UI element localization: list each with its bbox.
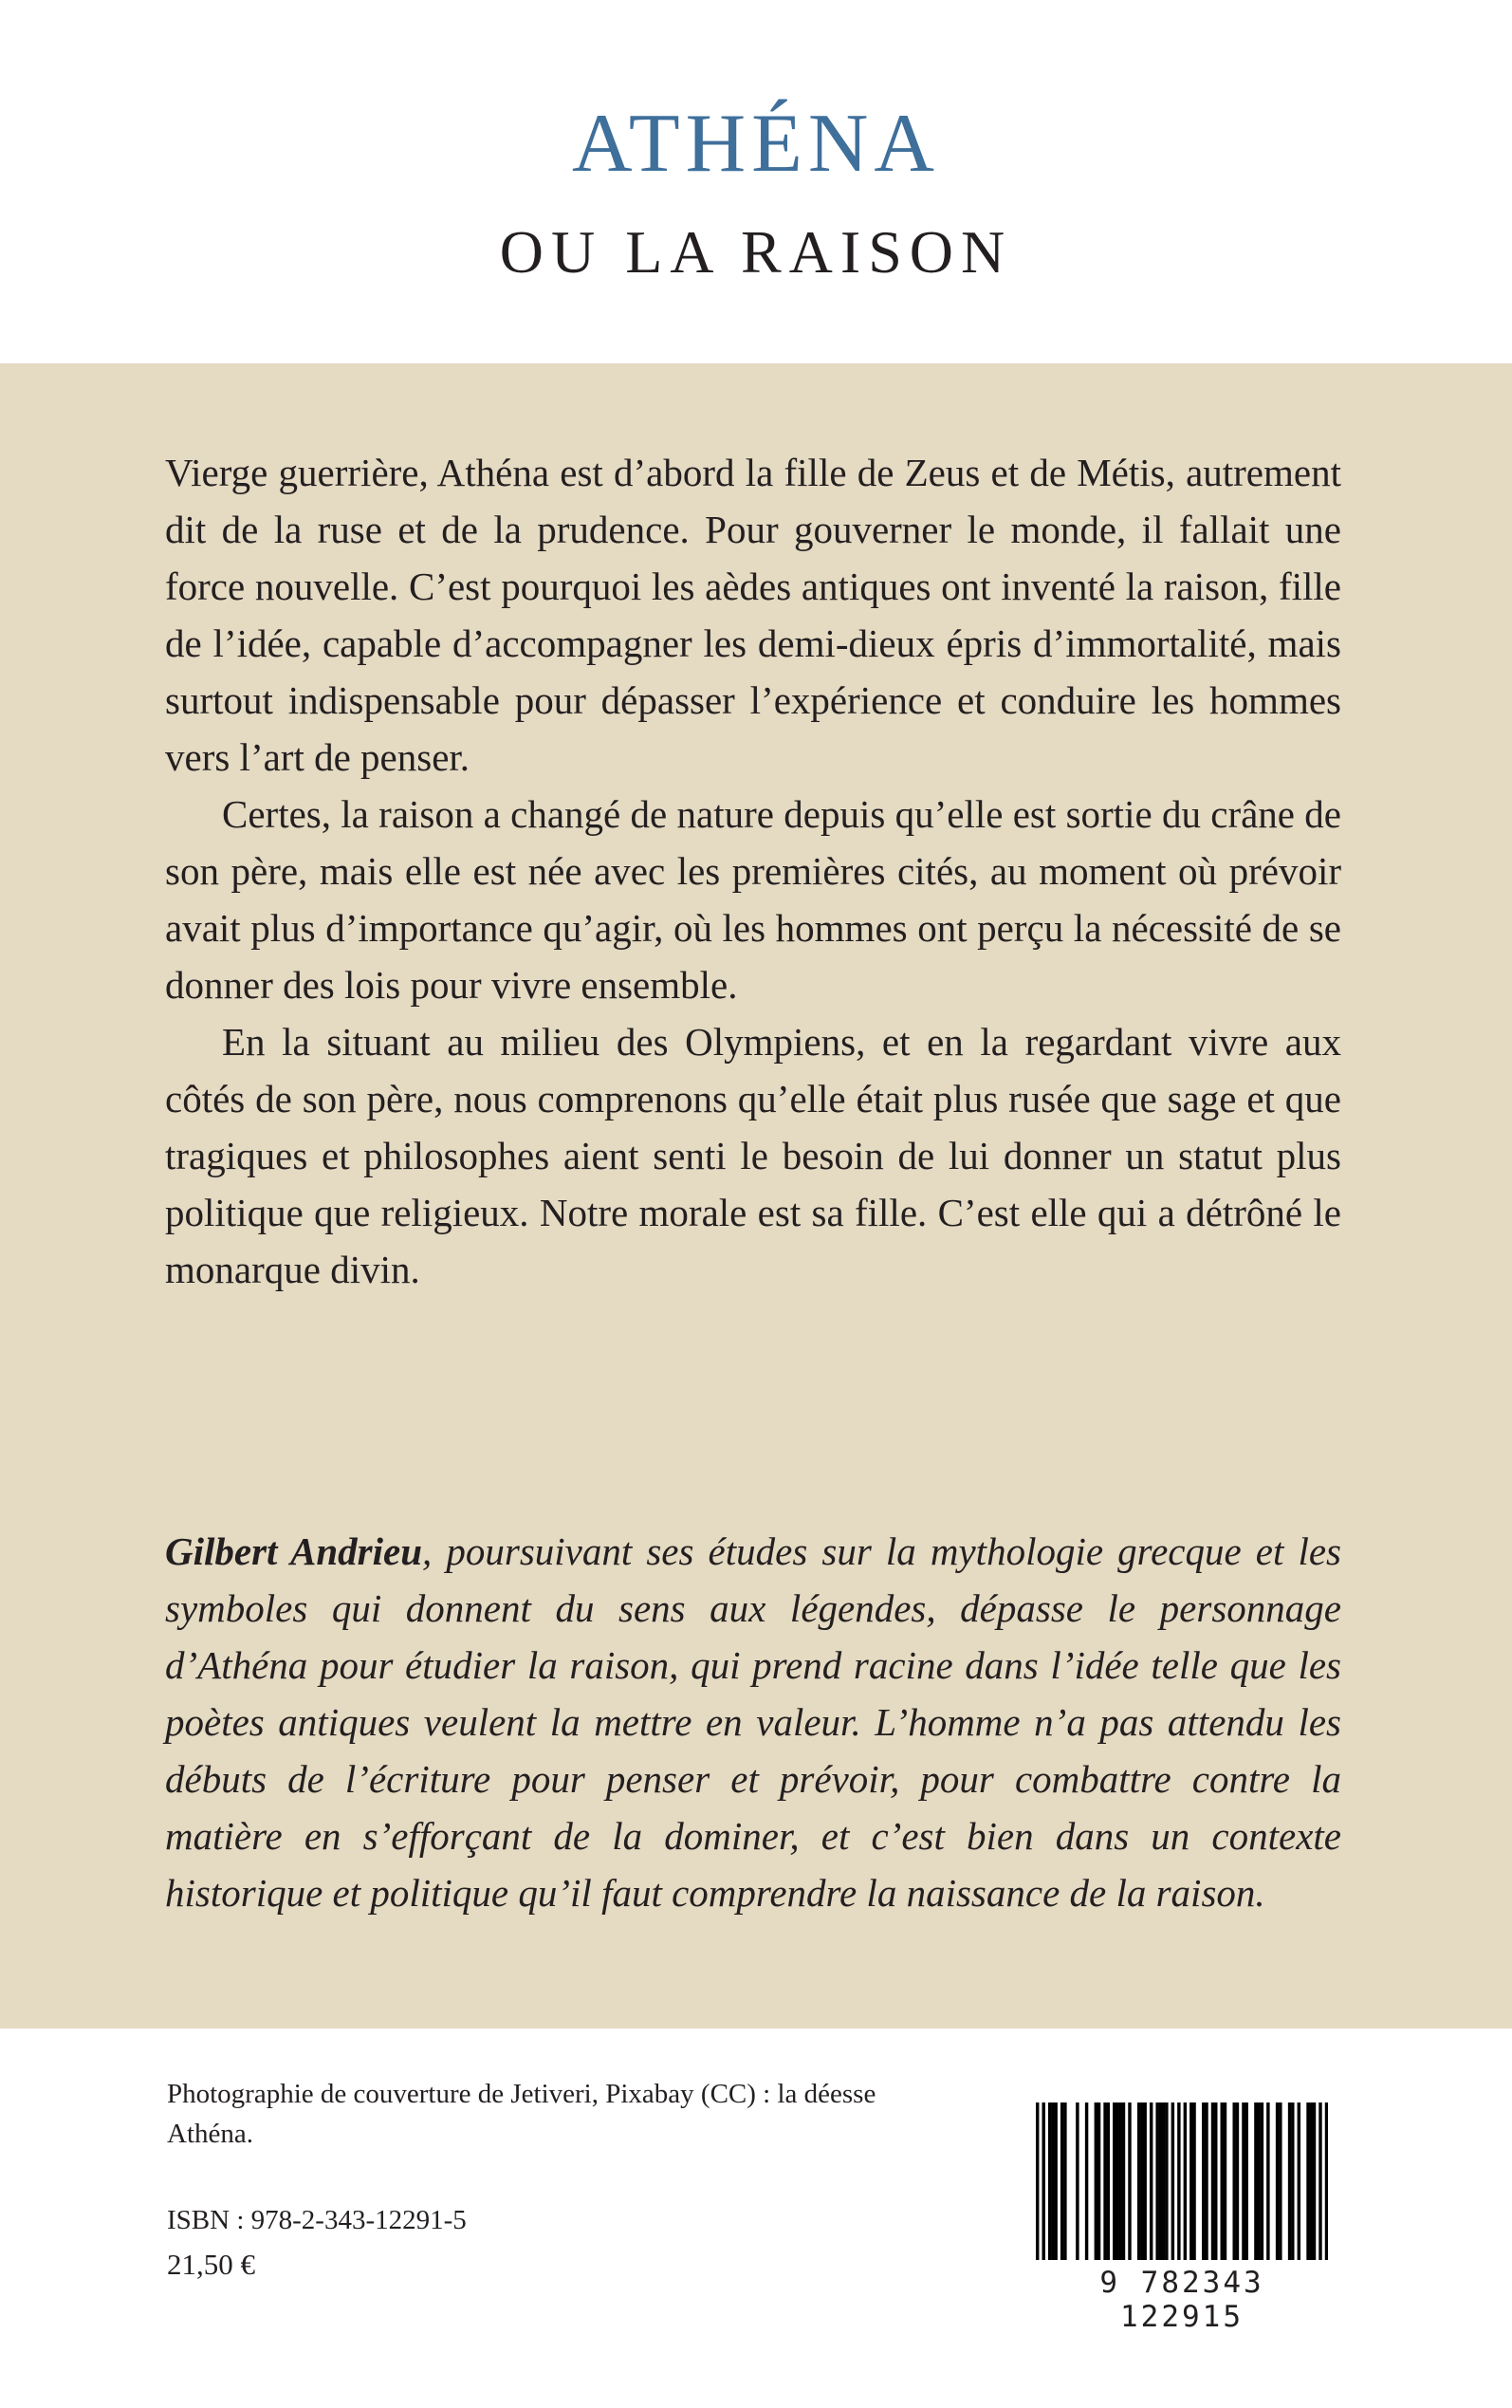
barcode-bar — [1122, 2102, 1125, 2260]
barcode-bar — [1224, 2102, 1226, 2260]
barcode-bar — [1184, 2102, 1187, 2260]
barcode-bar — [1221, 2102, 1224, 2260]
barcode-bar — [1095, 2102, 1097, 2260]
barcode-bar — [1298, 2102, 1300, 2260]
barcode-bar — [1242, 2102, 1245, 2260]
barcode-bar — [1192, 2102, 1195, 2260]
barcode-bar — [1245, 2102, 1247, 2260]
barcode-bar — [1171, 2102, 1174, 2260]
summary-text — [165, 444, 1341, 1298]
barcode-bar — [1097, 2102, 1100, 2260]
barcode-bar — [1306, 2102, 1309, 2260]
barcode-bar — [1155, 2102, 1158, 2260]
summary-paragraph-3: En la situant au milieu des Olympiens, et en la regardant vivre aux côtés de son père, nous comprenons qu’elle était plus rusée que sage et que tragiques et philosophes aient senti le besoin de lui donner un statut plus politique que religieux. Notre morale est sa fille. C’est elle qui a détrôné le monarque divin. — [165, 1020, 1341, 1291]
barcode-bar — [1113, 2102, 1116, 2260]
barcode-bar — [1150, 2102, 1152, 2260]
barcode-bar — [1159, 2102, 1162, 2260]
barcode-bar — [1128, 2102, 1131, 2260]
barcode-bar — [1107, 2102, 1110, 2260]
summary-paragraph-2: Certes, la raison a changé de nature depuis qu’elle est sortie du crâne de son père, mais elle est née avec les premières cités, au moment où prévoir avait plus d’importance qu’agir, où les hommes ont perçu la nécessité de se donner des lois pour vivre ensemble. — [165, 792, 1341, 1007]
barcode-bar — [1254, 2102, 1257, 2260]
barcode-bar — [1261, 2102, 1263, 2260]
barcode-bar — [1236, 2102, 1239, 2260]
barcode-bar — [1266, 2102, 1269, 2260]
barcode-bar — [1257, 2102, 1260, 2260]
barcode-bar — [1165, 2102, 1168, 2260]
barcode-bar — [1054, 2102, 1057, 2260]
author-bio-text: , poursuivant ses études sur la mythologie grecque et les symboles qui donnent du sens aux légendes, dépasse le personnage d’Athéna pour étudier la raison, qui prend racine dans l’idée telle que les poètes antiques veulent la mettre en valeur. L’homme n’a pas attendu les débuts de l’écriture pour penser et prévoir, pour combattre contre la matière en s’efforçant de la dominer, et c’est bien dans un contexte historique et politique qu’il faut comprendre la naissance de la raison. — [165, 1529, 1341, 1915]
barcode-bar — [1051, 2102, 1054, 2260]
barcode-bar — [1076, 2102, 1079, 2260]
barcode-bar — [1103, 2102, 1106, 2260]
book-title: ATHÉNA — [572, 98, 940, 190]
book-subtitle: OU LA RAISON — [499, 218, 1013, 286]
barcode-bar — [1116, 2102, 1118, 2260]
barcode-bar — [1325, 2102, 1328, 2260]
barcode-bar — [1048, 2102, 1051, 2260]
barcode-bar — [1042, 2102, 1044, 2260]
barcode-bar — [1119, 2102, 1122, 2260]
barcode-bar — [1318, 2102, 1321, 2260]
barcode-bar — [1140, 2102, 1143, 2260]
barcode-bar — [1189, 2102, 1192, 2260]
barcode-bar — [1276, 2102, 1279, 2260]
photo-credit: Photographie de couverture de Jetiveri, Pixabay (CC) : la déesse Athéna. — [167, 2079, 876, 2149]
barcode-bar — [1143, 2102, 1146, 2260]
barcode-bar — [1060, 2102, 1063, 2260]
barcode-bar — [1211, 2102, 1214, 2260]
barcode-bar — [1279, 2102, 1282, 2260]
barcode-bar — [1137, 2102, 1140, 2260]
barcode-bar — [1177, 2102, 1180, 2260]
barcode-bar — [1202, 2102, 1205, 2260]
header — [0, 0, 1512, 363]
barcode-bar — [1291, 2102, 1294, 2260]
author-name: Gilbert Andrieu — [165, 1529, 423, 1573]
barcode-digits: 9 782343 122915 — [1099, 2266, 1264, 2334]
barcode-bar — [1205, 2102, 1208, 2260]
barcode-bar — [1313, 2102, 1316, 2260]
barcode — [1036, 2102, 1328, 2334]
isbn: ISBN : 978-2-343-12291-5 — [167, 2205, 467, 2235]
barcode-bar — [1214, 2102, 1217, 2260]
barcode-bars — [1036, 2102, 1328, 2260]
barcode-bar — [1085, 2102, 1088, 2260]
barcode-bar — [1288, 2102, 1291, 2260]
summary-paragraph-1: Vierge guerrière, Athéna est d’abord la fille de Zeus et de Métis, autrement dit de la ruse et de la prudence. Pour gouverner le monde, il fallait une force nouvelle. C’est pourquoi les aèdes antiques ont inventé la raison, fille de l’idée, capable d’accompagner les demi-dieux épris d’immortalité, mais surtout indispensable pour dépasser l’expérience et conduire les hommes vers l’art de penser. — [165, 451, 1341, 779]
price: 21,50 € — [167, 2248, 255, 2281]
barcode-bar — [1232, 2102, 1235, 2260]
barcode-bar — [1310, 2102, 1313, 2260]
barcode-bar — [1036, 2102, 1039, 2260]
author-bio — [165, 1523, 1341, 1921]
barcode-bar — [1162, 2102, 1165, 2260]
barcode-bar — [1063, 2102, 1066, 2260]
